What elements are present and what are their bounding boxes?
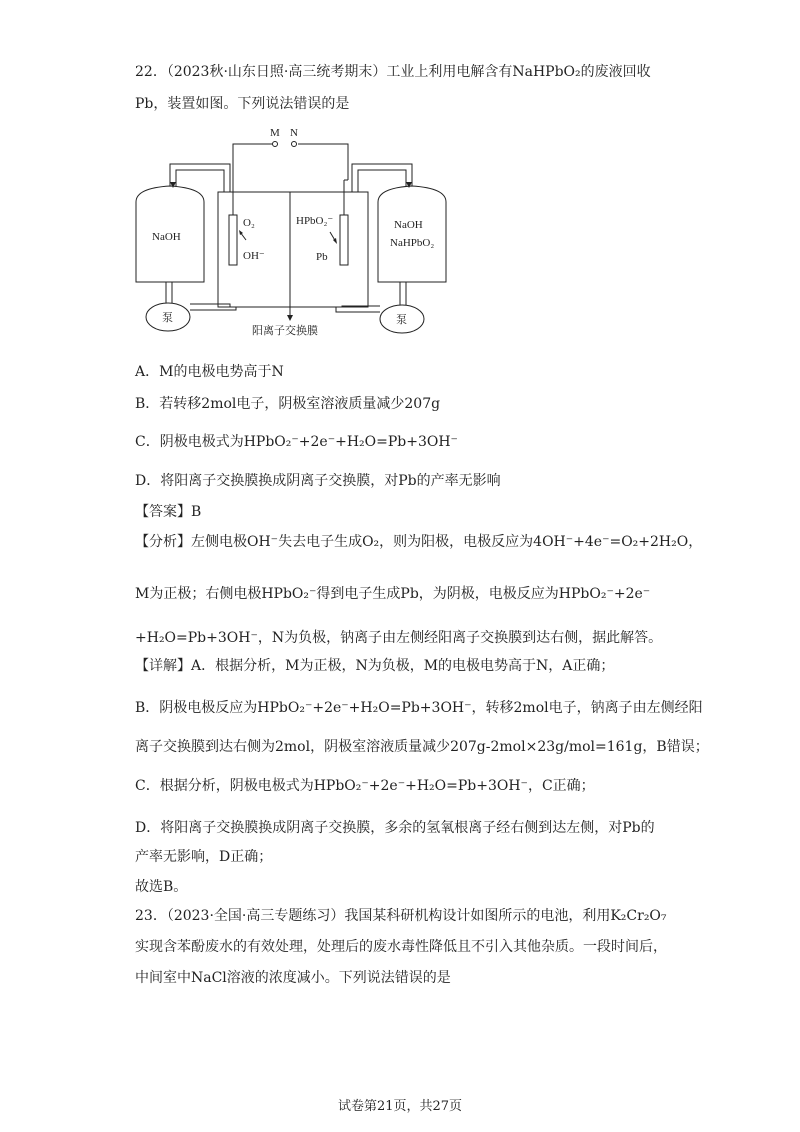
q23-stem-line1: 23．（2023·全国·高三专题练习）我国某科研机构设计如图所示的电池，利用K₂Cr₂O₇ xyxy=(135,908,667,924)
right-tank-label-1: NaOH xyxy=(394,219,423,231)
q23-stem-line2: 实现含苯酚废水的有效处理，处理后的废水毒性降低且不引入其他杂质。一段时间后， xyxy=(135,939,667,955)
detail-line1: 【详解】A．根据分析，M为正极，N为负极，M的电极电势高于N，A正确； xyxy=(135,658,615,674)
detail-line6: 产率无影响，D正确； xyxy=(135,849,273,865)
right-tank xyxy=(378,186,446,282)
terminal-n-label: N xyxy=(290,127,298,139)
detail-line2: B．阴极电极反应为HPbO₂⁻+2e⁻+H₂O=Pb+3OH⁻，转移2mol电子，钠离子由左侧经阳 xyxy=(135,700,703,716)
detail-line7: 故选B。 xyxy=(135,879,188,895)
hpbo2-label: HPbO₂⁻ xyxy=(296,215,334,227)
membrane-label: 阳离子交换膜 xyxy=(252,325,318,337)
answer-label: 【答案】B xyxy=(135,504,202,520)
anode-electrode xyxy=(229,215,237,265)
detail-line3: 离子交换膜到达右侧为2mol，阴极室溶液质量减少207g-2mol×23g/mol=161g，B错误； xyxy=(135,739,709,755)
page-footer: 试卷第21页，共27页 xyxy=(337,1099,463,1114)
electrolysis-diagram xyxy=(130,122,450,352)
option-a: A．M的电极电势高于N xyxy=(135,364,284,380)
detail-line4: C．根据分析，阴极电极式为HPbO₂⁻+2e⁻+H₂O=Pb+3OH⁻，C正确； xyxy=(135,778,595,794)
q22-stem-line1: 22．（2023秋·山东日照·高三统考期末）工业上利用电解含有NaHPbO₂的废液回收 xyxy=(135,64,651,80)
left-tank-label: NaOH xyxy=(152,231,181,243)
option-c: C．阴极电极式为HPbO₂⁻+2e⁻+H₂O=Pb+3OH⁻ xyxy=(135,434,458,450)
o2-label: O₂ xyxy=(243,217,255,229)
q22-stem-line2: Pb，装置如图。下列说法错误的是 xyxy=(135,96,350,112)
option-d: D．将阳离子交换膜换成阴离子交换膜，对Pb的产率无影响 xyxy=(135,473,501,489)
cathode-electrode xyxy=(340,215,348,265)
option-b: B．若转移2mol电子，阴极室溶液质量减少207g xyxy=(135,396,441,412)
terminal-m-label: M xyxy=(270,127,280,139)
pb-label: Pb xyxy=(316,251,328,263)
analysis-line1: 【分析】左侧电极OH⁻失去电子生成O₂，则为阳极，电极反应为4OH⁻+4e⁻=O₂+2H₂O， xyxy=(135,534,703,550)
left-pump-label: 泵 xyxy=(162,312,173,324)
oh-label: OH⁻ xyxy=(243,250,265,262)
q23-stem-line3: 中间室中NaCl溶液的浓度减小。下列说法错误的是 xyxy=(135,970,451,986)
right-pump-label: 泵 xyxy=(396,314,407,326)
analysis-line3: +H₂O=Pb+3OH⁻，N为负极，钠离子由左侧经阳离子交换膜到达右侧，据此解答。 xyxy=(135,630,663,646)
detail-line5: D．将阳离子交换膜换成阴离子交换膜，多余的氢氧根离子经右侧到达左侧，对Pb的 xyxy=(135,820,655,836)
right-tank-label-2: NaHPbO₂ xyxy=(390,237,435,249)
analysis-line2: M为正极；右侧电极HPbO₂⁻得到电子生成Pb，为阴极，电极反应为HPbO₂⁻+2e⁻ xyxy=(135,586,651,602)
